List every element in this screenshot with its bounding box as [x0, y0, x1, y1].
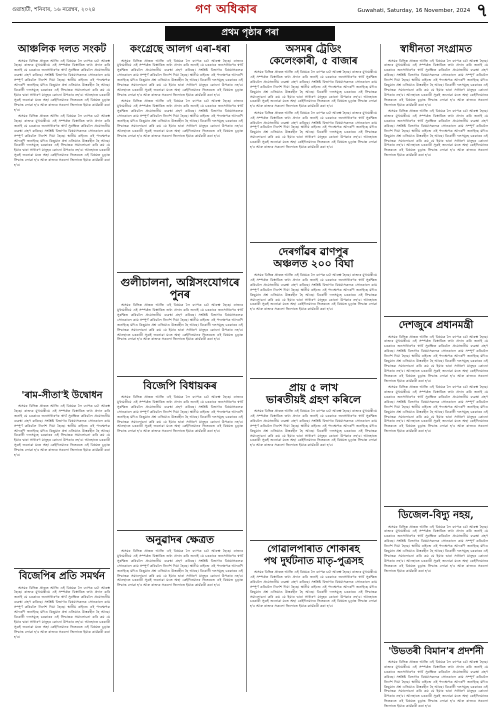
- divider: [117, 530, 243, 531]
- article-body: অসমৰ বিভিন্ন প্ৰান্তত আজি এই বিষয়ক লৈ ব্যাপক চৰ্চা আৰম্ভ হৈছে। ৰাজ্যৰ মুখ্যমন্ত্ৰীয়ে এই সম্পৰ্কত বিস্তাৰিত তথ্য প্ৰদান কৰি জনাই যে চৰকাৰে জনসাধাৰণৰ স্বাৰ্থ সুৰক্ষিত কৰিবলৈ প্ৰয়োজনীয় ব্যৱস্থা গ্ৰহণ কৰিছে। সংশ্লিষ্ট বিভাগৰ বিষয়াসকলক সোনকালে কাম সম্পূৰ্ণ কৰিবলৈ নিৰ্দেশ দিয়া হৈছে। স্থানীয় ৰাইজে এই পদক্ষেপক আদৰণি জনাইছে যদিও কিছুমান প্ৰশ্ন এতিয়াও উত্তৰহীন হৈ আছে। বিৰোধী দলসমূহে চৰকাৰৰ এই সিদ্ধান্তক সমালোচনা কৰি কয় যে ইয়াৰ দ্বাৰা সাধাৰণ মানুহৰ কোনো উপকাৰ নহ'ব। আনহাতে চৰকাৰী সূত্ৰই জনোৱা মতে অহা কেইদিনমানৰ ভিতৰতে এই বিষয়ত চূড়ান্ত সিদ্ধান্ত লোৱা হ'ব আৰু ৰাজ্যৰ সকলো জিলাতে ইয়াক কাৰ্যকৰী কৰা হ'ব। অসমৰ বিভিন্ন প্ৰান্তত আজি এই বিষয়ক লৈ ব্যাপক চৰ্চা আৰম্ভ হৈছে। ৰাজ্যৰ মুখ্যমন্ত্ৰীয়ে এই সম্পৰ্কত বিস্তাৰিত তথ্য প্ৰদান কৰি জনাই যে চৰকাৰে জনসাধাৰণৰ স্বাৰ্থ সুৰক্ষিত কৰিবলৈ প্ৰয়োজনীয় ব্যৱস্থা গ্ৰহণ কৰিছে। সংশ্লিষ্ট বিভাগৰ বিষয়াসকলক সোনকালে কাম সম্পূৰ্ণ কৰিবলৈ নিৰ্দেশ দিয়া হৈছে। স্থানীয় ৰাইজে এই পদক্ষেপক আদৰণি জনাইছে যদিও কিছুমান প্ৰশ্ন এতিয়াও উত্তৰহীন হৈ আছে। বিৰোধী দলসমূহে চৰকাৰৰ এই সিদ্ধান্তক সমালোচনা কৰি কয় যে ইয়াৰ দ্বাৰা সাধাৰণ মানুহৰ কোনো উপকাৰ নহ'ব। আনহাতে চৰকাৰী সূত্ৰই জনোৱা মতে অহা কেইদিনমানৰ ভিতৰতে এই বিষয়ত চূড়ান্ত সিদ্ধান্ত লোৱা হ'ব আৰু ৰাজ্যৰ সকলো জিলাতে ইয়াক কাৰ্যকৰী কৰা হ'ব।: [384, 334, 488, 434]
- article-diesel: [384, 510, 488, 640]
- article-bjp-mla: [117, 380, 243, 528]
- headline: 'ৰাম-সীতা'ই উদ্বোধন: [21, 390, 103, 401]
- divider: [250, 242, 377, 243]
- headline: বিজেপিৰ প্ৰতি সমৰ্থন: [18, 571, 106, 582]
- divider: [384, 642, 488, 643]
- column-divider: [113, 44, 114, 692]
- divider: [250, 540, 377, 541]
- article-body: অসমৰ বিভিন্ন প্ৰান্তত আজি এই বিষয়ক লৈ ব্যাপক চৰ্চা আৰম্ভ হৈছে। ৰাজ্যৰ মুখ্যমন্ত্ৰীয়ে এই সম্পৰ্কত বিস্তাৰিত তথ্য প্ৰদান কৰি জনাই যে চৰকাৰে জনসাধাৰণৰ স্বাৰ্থ সুৰক্ষিত কৰিবলৈ প্ৰয়োজনীয় ব্যৱস্থা গ্ৰহণ কৰিছে। সংশ্লিষ্ট বিভাগৰ বিষয়াসকলক সোনকালে কাম সম্পূৰ্ণ কৰিবলৈ নিৰ্দেশ দিয়া হৈছে। স্থানীয় ৰাইজে এই পদক্ষেপক আদৰণি জনাইছে যদিও কিছুমান প্ৰশ্ন এতিয়াও উত্তৰহীন হৈ আছে। বিৰোধী দলসমূহে চৰকাৰৰ এই সিদ্ধান্তক সমালোচনা কৰি কয় যে ইয়াৰ দ্বাৰা সাধাৰণ মানুহৰ কোনো উপকাৰ নহ'ব। আনহাতে চৰকাৰী সূত্ৰই জনোৱা মতে অহা কেইদিনমানৰ ভিতৰতে এই বিষয়ত চূড়ান্ত সিদ্ধান্ত লোৱা হ'ব আৰু ৰাজ্যৰ সকলো জিলাতে ইয়াক কাৰ্যকৰী কৰা হ'ব।: [117, 549, 243, 588]
- article-body: অসমৰ বিভিন্ন প্ৰান্তত আজি এই বিষয়ক লৈ ব্যাপক চৰ্চা আৰম্ভ হৈছে। ৰাজ্যৰ মুখ্যমন্ত্ৰীয়ে এই সম্পৰ্কত বিস্তাৰিত তথ্য প্ৰদান কৰি জনাই যে চৰকাৰে জনসাধাৰণৰ স্বাৰ্থ সুৰক্ষিত কৰিবলৈ প্ৰয়োজনীয় ব্যৱস্থা গ্ৰহণ কৰিছে। সংশ্লিষ্ট বিভাগৰ বিষয়াসকলক সোনকালে কাম সম্পূৰ্ণ কৰিবলৈ নিৰ্দেশ দিয়া হৈছে। স্থানীয় ৰাইজে এই পদক্ষেপক আদৰণি জনাইছে যদিও কিছুমান প্ৰশ্ন এতিয়াও উত্তৰহীন হৈ আছে। বিৰোধী দলসমূহে চৰকাৰৰ এই সিদ্ধান্তক সমালোচনা কৰি কয় যে ইয়াৰ দ্বাৰা সাধাৰণ মানুহৰ কোনো উপকাৰ নহ'ব। আনহাতে চৰকাৰী সূত্ৰই জনোৱা মতে অহা কেইদিনমানৰ ভিতৰতে এই বিষয়ত চূড়ান্ত সিদ্ধান্ত লোৱা হ'ব আৰু ৰাজ্যৰ সকলো জিলাতে ইয়াক কাৰ্যকৰী কৰা হ'ব।: [14, 585, 110, 639]
- header-date-english: Guwahati, Saturday, 16 November, 2024: [357, 8, 471, 14]
- article-body: অসমৰ বিভিন্ন প্ৰান্তত আজি এই বিষয়ক লৈ ব্যাপক চৰ্চা আৰম্ভ হৈছে। ৰাজ্যৰ মুখ্যমন্ত্ৰীয়ে এই সম্পৰ্কত বিস্তাৰিত তথ্য প্ৰদান কৰি জনাই যে চৰকাৰে জনসাধাৰণৰ স্বাৰ্থ সুৰক্ষিত কৰিবলৈ প্ৰয়োজনীয় ব্যৱস্থা গ্ৰহণ কৰিছে। সংশ্লিষ্ট বিভাগৰ বিষয়াসকলক সোনকালে কাম সম্পূৰ্ণ কৰিবলৈ নিৰ্দেশ দিয়া হৈছে। স্থানীয় ৰাইজে এই পদক্ষেপক আদৰণি জনাইছে যদিও কিছুমান প্ৰশ্ন এতিয়াও উত্তৰহীন হৈ আছে। বিৰোধী দলসমূহে চৰকাৰৰ এই সিদ্ধান্তক সমালোচনা কৰি কয় যে ইয়াৰ দ্বাৰা সাধাৰণ মানুহৰ কোনো উপকাৰ নহ'ব। আনহাতে চৰকাৰী সূত্ৰই জনোৱা মতে অহা কেইদিনমানৰ ভিতৰতে এই বিষয়ত চূড়ান্ত সিদ্ধান্ত লোৱা হ'ব আৰু ৰাজ্যৰ সকলো জিলাতে ইয়াক কাৰ্যকৰী কৰা হ'ব। অসমৰ বিভিন্ন প্ৰান্তত আজি এই বিষয়ক লৈ ব্যাপক চৰ্চা আৰম্ভ হৈছে। ৰাজ্যৰ মুখ্যমন্ত্ৰীয়ে এই সম্পৰ্কত বিস্তাৰিত তথ্য প্ৰদান কৰি জনাই যে চৰকাৰে জনসাধাৰণৰ স্বাৰ্থ সুৰক্ষিত কৰিবলৈ প্ৰয়োজনীয় ব্যৱস্থা গ্ৰহণ কৰিছে। সংশ্লিষ্ট বিভাগৰ বিষয়াসকলক সোনকালে কাম সম্পূৰ্ণ কৰিবলৈ নিৰ্দেশ দিয়া হৈছে। স্থানীয় ৰাইজে এই পদক্ষেপক আদৰণি জনাইছে যদিও কিছুমান প্ৰশ্ন এতিয়াও উত্তৰহীন হৈ আছে। বিৰোধী দলসমূহে চৰকাৰৰ এই সিদ্ধান্তক সমালোচনা কৰি কয় যে ইয়াৰ দ্বাৰা সাধাৰণ মানুহৰ কোনো উপকাৰ নহ'ব। আনহাতে চৰকাৰী সূত্ৰই জনোৱা মতে অহা কেইদিনমানৰ ভিতৰতে এই বিষয়ত চূড়ান্ত সিদ্ধান্ত লোৱা হ'ব আৰু ৰাজ্যৰ সকলো জিলাতে ইয়াক কাৰ্যকৰী কৰা হ'ব।: [384, 58, 488, 158]
- headline: অসমৰ ট্ৰেডিং: [285, 44, 342, 55]
- divider: [14, 568, 110, 569]
- page-header: [12, 0, 488, 23]
- article-body: অসমৰ বিভিন্ন প্ৰান্তত আজি এই বিষয়ক লৈ ব্যাপক চৰ্চা আৰম্ভ হৈছে। ৰাজ্যৰ মুখ্যমন্ত্ৰীয়ে এই সম্পৰ্কত বিস্তাৰিত তথ্য প্ৰদান কৰি জনাই যে চৰকাৰে জনসাধাৰণৰ স্বাৰ্থ সুৰক্ষিত কৰিবলৈ প্ৰয়োজনীয় ব্যৱস্থা গ্ৰহণ কৰিছে। সংশ্লিষ্ট বিভাগৰ বিষয়াসকলক সোনকালে কাম সম্পূৰ্ণ কৰিবলৈ নিৰ্দেশ দিয়া হৈছে। স্থানীয় ৰাইজে এই পদক্ষেপক আদৰণি জনাইছে যদিও কিছুমান প্ৰশ্ন এতিয়াও উত্তৰহীন হৈ আছে। বিৰোধী দলসমূহে চৰকাৰৰ এই সিদ্ধান্তক সমালোচনা কৰি কয় যে ইয়াৰ দ্বাৰা সাধাৰণ মানুহৰ কোনো উপকাৰ নহ'ব। আনহাতে চৰকাৰী সূত্ৰই জনোৱা মতে অহা কেইদিনমানৰ ভিতৰতে এই বিষয়ত চূড়ান্ত সিদ্ধান্ত লোৱা হ'ব আৰু ৰাজ্যৰ সকলো জিলাতে ইয়াক কাৰ্যকৰী কৰা হ'ব। অসমৰ বিভিন্ন প্ৰান্তত আজি এই বিষয়ক লৈ ব্যাপক চৰ্চা আৰম্ভ হৈছে। ৰাজ্যৰ মুখ্যমন্ত্ৰীয়ে এই সম্পৰ্কত বিস্তাৰিত তথ্য প্ৰদান কৰি জনাই যে চৰকাৰে জনসাধাৰণৰ স্বাৰ্থ সুৰক্ষিত কৰিবলৈ প্ৰয়োজনীয় ব্যৱস্থা গ্ৰহণ কৰিছে। সংশ্লিষ্ট বিভাগৰ বিষয়াসকলক সোনকালে কাম সম্পূৰ্ণ কৰিবলৈ নিৰ্দেশ দিয়া হৈছে। স্থানীয় ৰাইজে এই পদক্ষেপক আদৰণি জনাইছে যদিও কিছুমান প্ৰশ্ন এতিয়াও উত্তৰহীন হৈ আছে। বিৰোধী দলসমূহে চৰকাৰৰ এই সিদ্ধান্তক সমালোচনা কৰি কয় যে ইয়াৰ দ্বাৰা সাধাৰণ মানুহৰ কোনো উপকাৰ নহ'ব। আনহাতে চৰকাৰী সূত্ৰই জনোৱা মতে অহা কেইদিনমানৰ ভিতৰতে এই বিষয়ত চূড়ান্ত সিদ্ধান্ত লোৱা হ'ব আৰু ৰাজ্যৰ সকলো জিলাতে ইয়াক কাৰ্যকৰী কৰা হ'ব।: [250, 70, 377, 150]
- column-divider: [380, 44, 381, 692]
- divider: [250, 378, 377, 379]
- article-firing: [117, 276, 243, 374]
- article-body: অসমৰ বিভিন্ন প্ৰান্তত আজি এই বিষয়ক লৈ ব্যাপক চৰ্চা আৰম্ভ হৈছে। ৰাজ্যৰ মুখ্যমন্ত্ৰীয়ে এই সম্পৰ্কত বিস্তাৰিত তথ্য প্ৰদান কৰি জনাই যে চৰকাৰে জনসাধাৰণৰ স্বাৰ্থ সুৰক্ষিত কৰিবলৈ প্ৰয়োজনীয় ব্যৱস্থা গ্ৰহণ কৰিছে। সংশ্লিষ্ট বিভাগৰ বিষয়াসকলক সোনকালে কাম সম্পূৰ্ণ কৰিবলৈ নিৰ্দেশ দিয়া হৈছে। স্থানীয় ৰাইজে এই পদক্ষেপক আদৰণি জনাইছে যদিও কিছুমান প্ৰশ্ন এতিয়াও উত্তৰহীন হৈ আছে। বিৰোধী দলসমূহে চৰকাৰৰ এই সিদ্ধান্তক সমালোচনা কৰি কয় যে ইয়াৰ দ্বাৰা সাধাৰণ মানুহৰ কোনো উপকাৰ নহ'ব। আনহাতে চৰকাৰী সূত্ৰই জনোৱা মতে অহা কেইদিনমানৰ ভিতৰতে এই বিষয়ত চূড়ান্ত সিদ্ধান্ত লোৱা হ'ব আৰু ৰাজ্যৰ সকলো জিলাতে ইয়াক কাৰ্যকৰী কৰা হ'ব।: [250, 273, 377, 312]
- article-accident: [250, 544, 377, 693]
- headline: আঞ্চলিক দলত সংকট: [17, 44, 107, 55]
- header-date-assamese: গুৱাহাটী, শনিবাৰ, ১৬ নৱেম্বৰ, ২০২৪: [12, 7, 96, 13]
- headline: ভাৰতীয়ই গ্ৰহণ কৰিলে: [266, 394, 361, 407]
- headline: গোৱালপাৰাত শোকাৰহ: [267, 544, 360, 555]
- divider: [117, 272, 243, 273]
- page-number: ৭: [476, 0, 488, 21]
- article-body: অসমৰ বিভিন্ন প্ৰান্তত আজি এই বিষয়ক লৈ ব্যাপক চৰ্চা আৰম্ভ হৈছে। ৰাজ্যৰ মুখ্যমন্ত্ৰীয়ে এই সম্পৰ্কত বিস্তাৰিত তথ্য প্ৰদান কৰি জনাই যে চৰকাৰে জনসাধাৰণৰ স্বাৰ্থ সুৰক্ষিত কৰিবলৈ প্ৰয়োজনীয় ব্যৱস্থা গ্ৰহণ কৰিছে। সংশ্লিষ্ট বিভাগৰ বিষয়াসকলক সোনকালে কাম সম্পূৰ্ণ কৰিবলৈ নিৰ্দেশ দিয়া হৈছে। স্থানীয় ৰাইজে এই পদক্ষেপক আদৰণি জনাইছে যদিও কিছুমান প্ৰশ্ন এতিয়াও উত্তৰহীন হৈ আছে। বিৰোধী দলসমূহে চৰকাৰৰ এই সিদ্ধান্তক সমালোচনা কৰি কয় যে ইয়াৰ দ্বাৰা সাধাৰণ মানুহৰ কোনো উপকাৰ নহ'ব। আনহাতে চৰকাৰী সূত্ৰই জনোৱা মতে অহা কেইদিনমানৰ ভিতৰতে এই বিষয়ত চূড়ান্ত সিদ্ধান্ত লোৱা হ'ব আৰু ৰাজ্যৰ সকলো জিলাতে ইয়াক কাৰ্যকৰী কৰা হ'ব।: [384, 524, 488, 573]
- divider: [384, 506, 488, 507]
- headline: পথ দুৰ্ঘটনাত মাতৃ-পুত্ৰসহ: [263, 555, 364, 567]
- masthead: গণ অধিকাৰ: [195, 2, 258, 16]
- article-five-lakh: [250, 382, 377, 538]
- article-aircraft-exhibition: [384, 646, 488, 709]
- column-divider: [246, 44, 247, 692]
- article-land: [250, 246, 377, 376]
- article-ram-sita: [14, 390, 110, 568]
- section-banner: প্ৰথম পৃষ্ঠাৰ পৰা: [165, 26, 335, 41]
- divider: [384, 316, 488, 317]
- article-body: অসমৰ বিভিন্ন প্ৰান্তত আজি এই বিষয়ক লৈ ব্যাপক চৰ্চা আৰম্ভ হৈছে। ৰাজ্যৰ মুখ্যমন্ত্ৰীয়ে এই সম্পৰ্কত বিস্তাৰিত তথ্য প্ৰদান কৰি জনাই যে চৰকাৰে জনসাধাৰণৰ স্বাৰ্থ সুৰক্ষিত কৰিবলৈ প্ৰয়োজনীয় ব্যৱস্থা গ্ৰহণ কৰিছে। সংশ্লিষ্ট বিভাগৰ বিষয়াসকলক সোনকালে কাম সম্পূৰ্ণ কৰিবলৈ নিৰ্দেশ দিয়া হৈছে। স্থানীয় ৰাইজে এই পদক্ষেপক আদৰণি জনাইছে যদিও কিছুমান প্ৰশ্ন এতিয়াও উত্তৰহীন হৈ আছে। বিৰোধী দলসমূহে চৰকাৰৰ এই সিদ্ধান্তক সমালোচনা কৰি কয় যে ইয়াৰ দ্বাৰা সাধাৰণ মানুহৰ কোনো উপকাৰ নহ'ব। আনহাতে চৰকাৰী সূত্ৰই জনোৱা মতে অহা কেইদিনমানৰ ভিতৰতে এই বিষয়ত চূড়ান্ত সিদ্ধান্ত লোৱা হ'ব আৰু ৰাজ্যৰ সকলো জিলাতে ইয়াক কাৰ্যকৰী কৰা হ'ব।: [250, 409, 377, 448]
- article-body: অসমৰ বিভিন্ন প্ৰান্তত আজি এই বিষয়ক লৈ ব্যাপক চৰ্চা আৰম্ভ হৈছে। ৰাজ্যৰ মুখ্যমন্ত্ৰীয়ে এই সম্পৰ্কত বিস্তাৰিত তথ্য প্ৰদান কৰি জনাই যে চৰকাৰে জনসাধাৰণৰ স্বাৰ্থ সুৰক্ষিত কৰিবলৈ প্ৰয়োজনীয় ব্যৱস্থা গ্ৰহণ কৰিছে। সংশ্লিষ্ট বিভাগৰ বিষয়াসকলক সোনকালে কাম সম্পূৰ্ণ কৰিবলৈ নিৰ্দেশ দিয়া হৈছে। স্থানীয় ৰাইজে এই পদক্ষেপক আদৰণি জনাইছে যদিও কিছুমান প্ৰশ্ন এতিয়াও উত্তৰহীন হৈ আছে। বিৰোধী দলসমূহে চৰকাৰৰ এই সিদ্ধান্তক সমালোচনা কৰি কয় যে ইয়াৰ দ্বাৰা সাধাৰণ মানুহৰ কোনো উপকাৰ নহ'ব। আনহাতে চৰকাৰী সূত্ৰই জনোৱা মতে অহা কেইদিনমানৰ ভিতৰতে এই বিষয়ত চূড়ান্ত সিদ্ধান্ত লোৱা হ'ব আৰু ৰাজ্যৰ সকলো জিলাতে ইয়াক কাৰ্যকৰী কৰা হ'ব। অসমৰ বিভিন্ন প্ৰান্তত আজি এই বিষয়ক লৈ ব্যাপক চৰ্চা আৰম্ভ হৈছে। ৰাজ্যৰ মুখ্যমন্ত্ৰীয়ে এই সম্পৰ্কত বিস্তাৰিত তথ্য প্ৰদান কৰি জনাই যে চৰকাৰে জনসাধাৰণৰ স্বাৰ্থ সুৰক্ষিত কৰিবলৈ প্ৰয়োজনীয় ব্যৱস্থা গ্ৰহণ কৰিছে। সংশ্লিষ্ট বিভাগৰ বিষয়াসকলক সোনকালে কাম সম্পূৰ্ণ কৰিবলৈ নিৰ্দেশ দিয়া হৈছে। স্থানীয় ৰাইজে এই পদক্ষেপক আদৰণি জনাইছে যদিও কিছুমান প্ৰশ্ন এতিয়াও উত্তৰহীন হৈ আছে। বিৰোধী দলসমূহে চৰকাৰৰ এই সিদ্ধান্তক সমালোচনা কৰি কয় যে ইয়াৰ দ্বাৰা সাধাৰণ মানুহৰ কোনো উপকাৰ নহ'ব। আনহাতে চৰকাৰী সূত্ৰই জনোৱা মতে অহা কেইদিনমানৰ ভিতৰতে এই বিষয়ত চূড়ান্ত সিদ্ধান্ত লোৱা হ'ব আৰু ৰাজ্যৰ সকলো জিলাতে ইয়াক কাৰ্যকৰী কৰা হ'ব।: [117, 58, 243, 138]
- headline: প্ৰায় ৫ লাখ: [289, 382, 338, 394]
- article-body: অসমৰ বিভিন্ন প্ৰান্তত আজি এই বিষয়ক লৈ ব্যাপক চৰ্চা আৰম্ভ হৈছে। ৰাজ্যৰ মুখ্যমন্ত্ৰীয়ে এই সম্পৰ্কত বিস্তাৰিত তথ্য প্ৰদান কৰি জনাই যে চৰকাৰে জনসাধাৰণৰ স্বাৰ্থ সুৰক্ষিত কৰিবলৈ প্ৰয়োজনীয় ব্যৱস্থা গ্ৰহণ কৰিছে। সংশ্লিষ্ট বিভাগৰ বিষয়াসকলক সোনকালে কাম সম্পূৰ্ণ কৰিবলৈ নিৰ্দেশ দিয়া হৈছে। স্থানীয় ৰাইজে এই পদক্ষেপক আদৰণি জনাইছে যদিও কিছুমান প্ৰশ্ন এতিয়াও উত্তৰহীন হৈ আছে। বিৰোধী দলসমূহে চৰকাৰৰ এই সিদ্ধান্তক সমালোচনা কৰি কয় যে ইয়াৰ দ্বাৰা সাধাৰণ মানুহৰ কোনো উপকাৰ নহ'ব। আনহাতে চৰকাৰী সূত্ৰই জনোৱা মতে অহা কেইদিনমানৰ ভিতৰতে এই বিষয়ত চূড়ান্ত সিদ্ধান্ত লোৱা হ'ব আৰু ৰাজ্যৰ সকলো জিলাতে ইয়াক কাৰ্যকৰী কৰা হ'ব। অসমৰ বিভিন্ন প্ৰান্তত আজি এই বিষয়ক লৈ ব্যাপক চৰ্চা আৰম্ভ হৈছে। ৰাজ্যৰ মুখ্যমন্ত্ৰীয়ে এই সম্পৰ্কত বিস্তাৰিত তথ্য প্ৰদান কৰি জনাই যে চৰকাৰে জনসাধাৰণৰ স্বাৰ্থ সুৰক্ষিত কৰিবলৈ প্ৰয়োজনীয় ব্যৱস্থা গ্ৰহণ কৰিছে। সংশ্লিষ্ট বিভাগৰ বিষয়াসকলক সোনকালে কাম সম্পূৰ্ণ কৰিবলৈ নিৰ্দেশ দিয়া হৈছে। স্থানীয় ৰাইজে এই পদক্ষেপক আদৰণি জনাইছে যদিও কিছুমান প্ৰশ্ন এতিয়াও উত্তৰহীন হৈ আছে। বিৰোধী দলসমূহে চৰকাৰৰ এই সিদ্ধান্তক সমালোচনা কৰি কয় যে ইয়াৰ দ্বাৰা সাধাৰণ মানুহৰ কোনো উপকাৰ নহ'ব। আনহাতে চৰকাৰী সূত্ৰই জনোৱা মতে অহা কেইদিনমানৰ ভিতৰতে এই বিষয়ত চূড়ান্ত সিদ্ধান্ত লোৱা হ'ব আৰু ৰাজ্যৰ সকলো জিলাতে ইয়াক কাৰ্যকৰী কৰা হ'ব।: [14, 58, 110, 168]
- headline: অনুৱাদৰ ক্ষেত্ৰত: [146, 534, 214, 546]
- divider: [117, 376, 243, 377]
- headline: ডিজেল-বিদ্যু নহয়,: [398, 510, 474, 521]
- headline: কেলেংকাৰী, ৫ বাজাৰ: [269, 55, 358, 67]
- headline: কংগ্ৰেছে আলগ এৰা-ধৰা: [130, 44, 230, 55]
- article-trading-scam: [250, 44, 377, 240]
- article-regional-party: [14, 44, 110, 390]
- article-freedom-struggle: [384, 44, 488, 314]
- headline: গুলীচালনা, অগ্নিসংযোগৰে পুনৰ: [120, 276, 240, 301]
- article-body: অসমৰ বিভিন্ন প্ৰান্তত আজি এই বিষয়ক লৈ ব্যাপক চৰ্চা আৰম্ভ হৈছে। ৰাজ্যৰ মুখ্যমন্ত্ৰীয়ে এই সম্পৰ্কত বিস্তাৰিত তথ্য প্ৰদান কৰি জনাই যে চৰকাৰে জনসাধাৰণৰ স্বাৰ্থ সুৰক্ষিত কৰিবলৈ প্ৰয়োজনীয় ব্যৱস্থা গ্ৰহণ কৰিছে। সংশ্লিষ্ট বিভাগৰ বিষয়াসকলক সোনকালে কাম সম্পূৰ্ণ কৰিবলৈ নিৰ্দেশ দিয়া হৈছে। স্থানীয় ৰাইজে এই পদক্ষেপক আদৰণি জনাইছে যদিও কিছুমান প্ৰশ্ন এতিয়াও উত্তৰহীন হৈ আছে। বিৰোধী দলসমূহে চৰকাৰৰ এই সিদ্ধান্তক সমালোচনা কৰি কয় যে ইয়াৰ দ্বাৰা সাধাৰণ মানুহৰ কোনো উপকাৰ নহ'ব। আনহাতে চৰকাৰী সূত্ৰই জনোৱা মতে অহা কেইদিনমানৰ ভিতৰতে এই বিষয়ত চূড়ান্ত সিদ্ধান্ত লোৱা হ'ব আৰু ৰাজ্যৰ সকলো জিলাতে ইয়াক কাৰ্যকৰী কৰা হ'ব।: [117, 395, 243, 434]
- article-body: অসমৰ বিভিন্ন প্ৰান্তত আজি এই বিষয়ক লৈ ব্যাপক চৰ্চা আৰম্ভ হৈছে। ৰাজ্যৰ মুখ্যমন্ত্ৰীয়ে এই সম্পৰ্কত বিস্তাৰিত তথ্য প্ৰদান কৰি জনাই যে চৰকাৰে জনসাধাৰণৰ স্বাৰ্থ সুৰক্ষিত কৰিবলৈ প্ৰয়োজনীয় ব্যৱস্থা গ্ৰহণ কৰিছে। সংশ্লিষ্ট বিভাগৰ বিষয়াসকলক সোনকালে কাম সম্পূৰ্ণ কৰিবলৈ নিৰ্দেশ দিয়া হৈছে। স্থানীয় ৰাইজে এই পদক্ষেপক আদৰণি জনাইছে যদিও কিছুমান প্ৰশ্ন এতিয়াও উত্তৰহীন হৈ আছে। বিৰোধী দলসমূহে চৰকাৰৰ এই সিদ্ধান্তক সমালোচনা কৰি কয় যে ইয়াৰ দ্বাৰা সাধাৰণ মানুহৰ কোনো উপকাৰ নহ'ব। আনহাতে চৰকাৰী সূত্ৰই জনোৱা মতে অহা কেইদিনমানৰ ভিতৰতে এই বিষয়ত চূড়ান্ত সিদ্ধান্ত লোৱা হ'ব আৰু ৰাজ্যৰ সকলো জিলাতে ইয়াক কাৰ্যকৰী কৰা হ'ব।: [250, 570, 377, 609]
- headline: অঞ্চলত ২০০ বিঘা: [273, 258, 354, 271]
- article-bjp-support: [14, 571, 110, 693]
- article-body: অসমৰ বিভিন্ন প্ৰান্তত আজি এই বিষয়ক লৈ ব্যাপক চৰ্চা আৰম্ভ হৈছে। ৰাজ্যৰ মুখ্যমন্ত্ৰীয়ে এই সম্পৰ্কত বিস্তাৰিত তথ্য প্ৰদান কৰি জনাই যে চৰকাৰে জনসাধাৰণৰ স্বাৰ্থ সুৰক্ষিত কৰিবলৈ প্ৰয়োজনীয় ব্যৱস্থা গ্ৰহণ কৰিছে। সংশ্লিষ্ট বিভাগৰ বিষয়াসকলক সোনকালে কাম সম্পূৰ্ণ কৰিবলৈ নিৰ্দেশ দিয়া হৈছে। স্থানীয় ৰাইজে এই পদক্ষেপক আদৰণি জনাইছে যদিও কিছুমান প্ৰশ্ন এতিয়াও উত্তৰহীন হৈ আছে। বিৰোধী দলসমূহে চৰকাৰৰ এই সিদ্ধান্তক সমালোচনা কৰি কয় যে ইয়াৰ দ্বাৰা সাধাৰণ মানুহৰ কোনো উপকাৰ নহ'ব। আনহাতে চৰকাৰী সূত্ৰই জনোৱা মতে অহা কেইদিনমানৰ ভিতৰতে এই বিষয়ত চূড়ান্ত সিদ্ধান্ত লোৱা হ'ব আৰু ৰাজ্যৰ সকলো জিলাতে ইয়াক কাৰ্যকৰী কৰা হ'ব।: [384, 659, 488, 709]
- article-body: অসমৰ বিভিন্ন প্ৰান্তত আজি এই বিষয়ক লৈ ব্যাপক চৰ্চা আৰম্ভ হৈছে। ৰাজ্যৰ মুখ্যমন্ত্ৰীয়ে এই সম্পৰ্কত বিস্তাৰিত তথ্য প্ৰদান কৰি জনাই যে চৰকাৰে জনসাধাৰণৰ স্বাৰ্থ সুৰক্ষিত কৰিবলৈ প্ৰয়োজনীয় ব্যৱস্থা গ্ৰহণ কৰিছে। সংশ্লিষ্ট বিভাগৰ বিষয়াসকলক সোনকালে কাম সম্পূৰ্ণ কৰিবলৈ নিৰ্দেশ দিয়া হৈছে। স্থানীয় ৰাইজে এই পদক্ষেপক আদৰণি জনাইছে যদিও কিছুমান প্ৰশ্ন এতিয়াও উত্তৰহীন হৈ আছে। বিৰোধী দলসমূহে চৰকাৰৰ এই সিদ্ধান্তক সমালোচনা কৰি কয় যে ইয়াৰ দ্বাৰা সাধাৰণ মানুহৰ কোনো উপকাৰ নহ'ব। আনহাতে চৰকাৰী সূত্ৰই জনোৱা মতে অহা কেইদিনমানৰ ভিতৰতে এই বিষয়ত চূড়ান্ত সিদ্ধান্ত লোৱা হ'ব আৰু ৰাজ্যৰ সকলো জিলাতে ইয়াক কাৰ্যকৰী কৰা হ'ব।: [117, 303, 243, 342]
- headline: স্বাধীনতা সংগ্ৰামত: [400, 44, 472, 55]
- headline: দেশজুৰে প্ৰধানমন্ত্ৰী: [398, 320, 474, 331]
- headline: 'উভতৰী বিমান'ৰ প্ৰদৰ্শনী: [388, 646, 484, 657]
- article-prime-minister: [384, 320, 488, 504]
- headline: বিজেপি বিধায়কৰ: [143, 380, 217, 392]
- article-body: অসমৰ বিভিন্ন প্ৰান্তত আজি এই বিষয়ক লৈ ব্যাপক চৰ্চা আৰম্ভ হৈছে। ৰাজ্যৰ মুখ্যমন্ত্ৰীয়ে এই সম্পৰ্কত বিস্তাৰিত তথ্য প্ৰদান কৰি জনাই যে চৰকাৰে জনসাধাৰণৰ স্বাৰ্থ সুৰক্ষিত কৰিবলৈ প্ৰয়োজনীয় ব্যৱস্থা গ্ৰহণ কৰিছে। সংশ্লিষ্ট বিভাগৰ বিষয়াসকলক সোনকালে কাম সম্পূৰ্ণ কৰিবলৈ নিৰ্দেশ দিয়া হৈছে। স্থানীয় ৰাইজে এই পদক্ষেপক আদৰণি জনাইছে যদিও কিছুমান প্ৰশ্ন এতিয়াও উত্তৰহীন হৈ আছে। বিৰোধী দলসমূহে চৰকাৰৰ এই সিদ্ধান্তক সমালোচনা কৰি কয় যে ইয়াৰ দ্বাৰা সাধাৰণ মানুহৰ কোনো উপকাৰ নহ'ব। আনহাতে চৰকাৰী সূত্ৰই জনোৱা মতে অহা কেইদিনমানৰ ভিতৰতে এই বিষয়ত চূড়ান্ত সিদ্ধান্ত লোৱা হ'ব আৰু ৰাজ্যৰ সকলো জিলাতে ইয়াক কাৰ্যকৰী কৰা হ'ব।: [14, 403, 110, 458]
- article-translation: [117, 534, 243, 693]
- article-congress: [117, 44, 243, 270]
- headline: দেৰগাঁৱৰ ৱাণপুৰ: [278, 246, 349, 258]
